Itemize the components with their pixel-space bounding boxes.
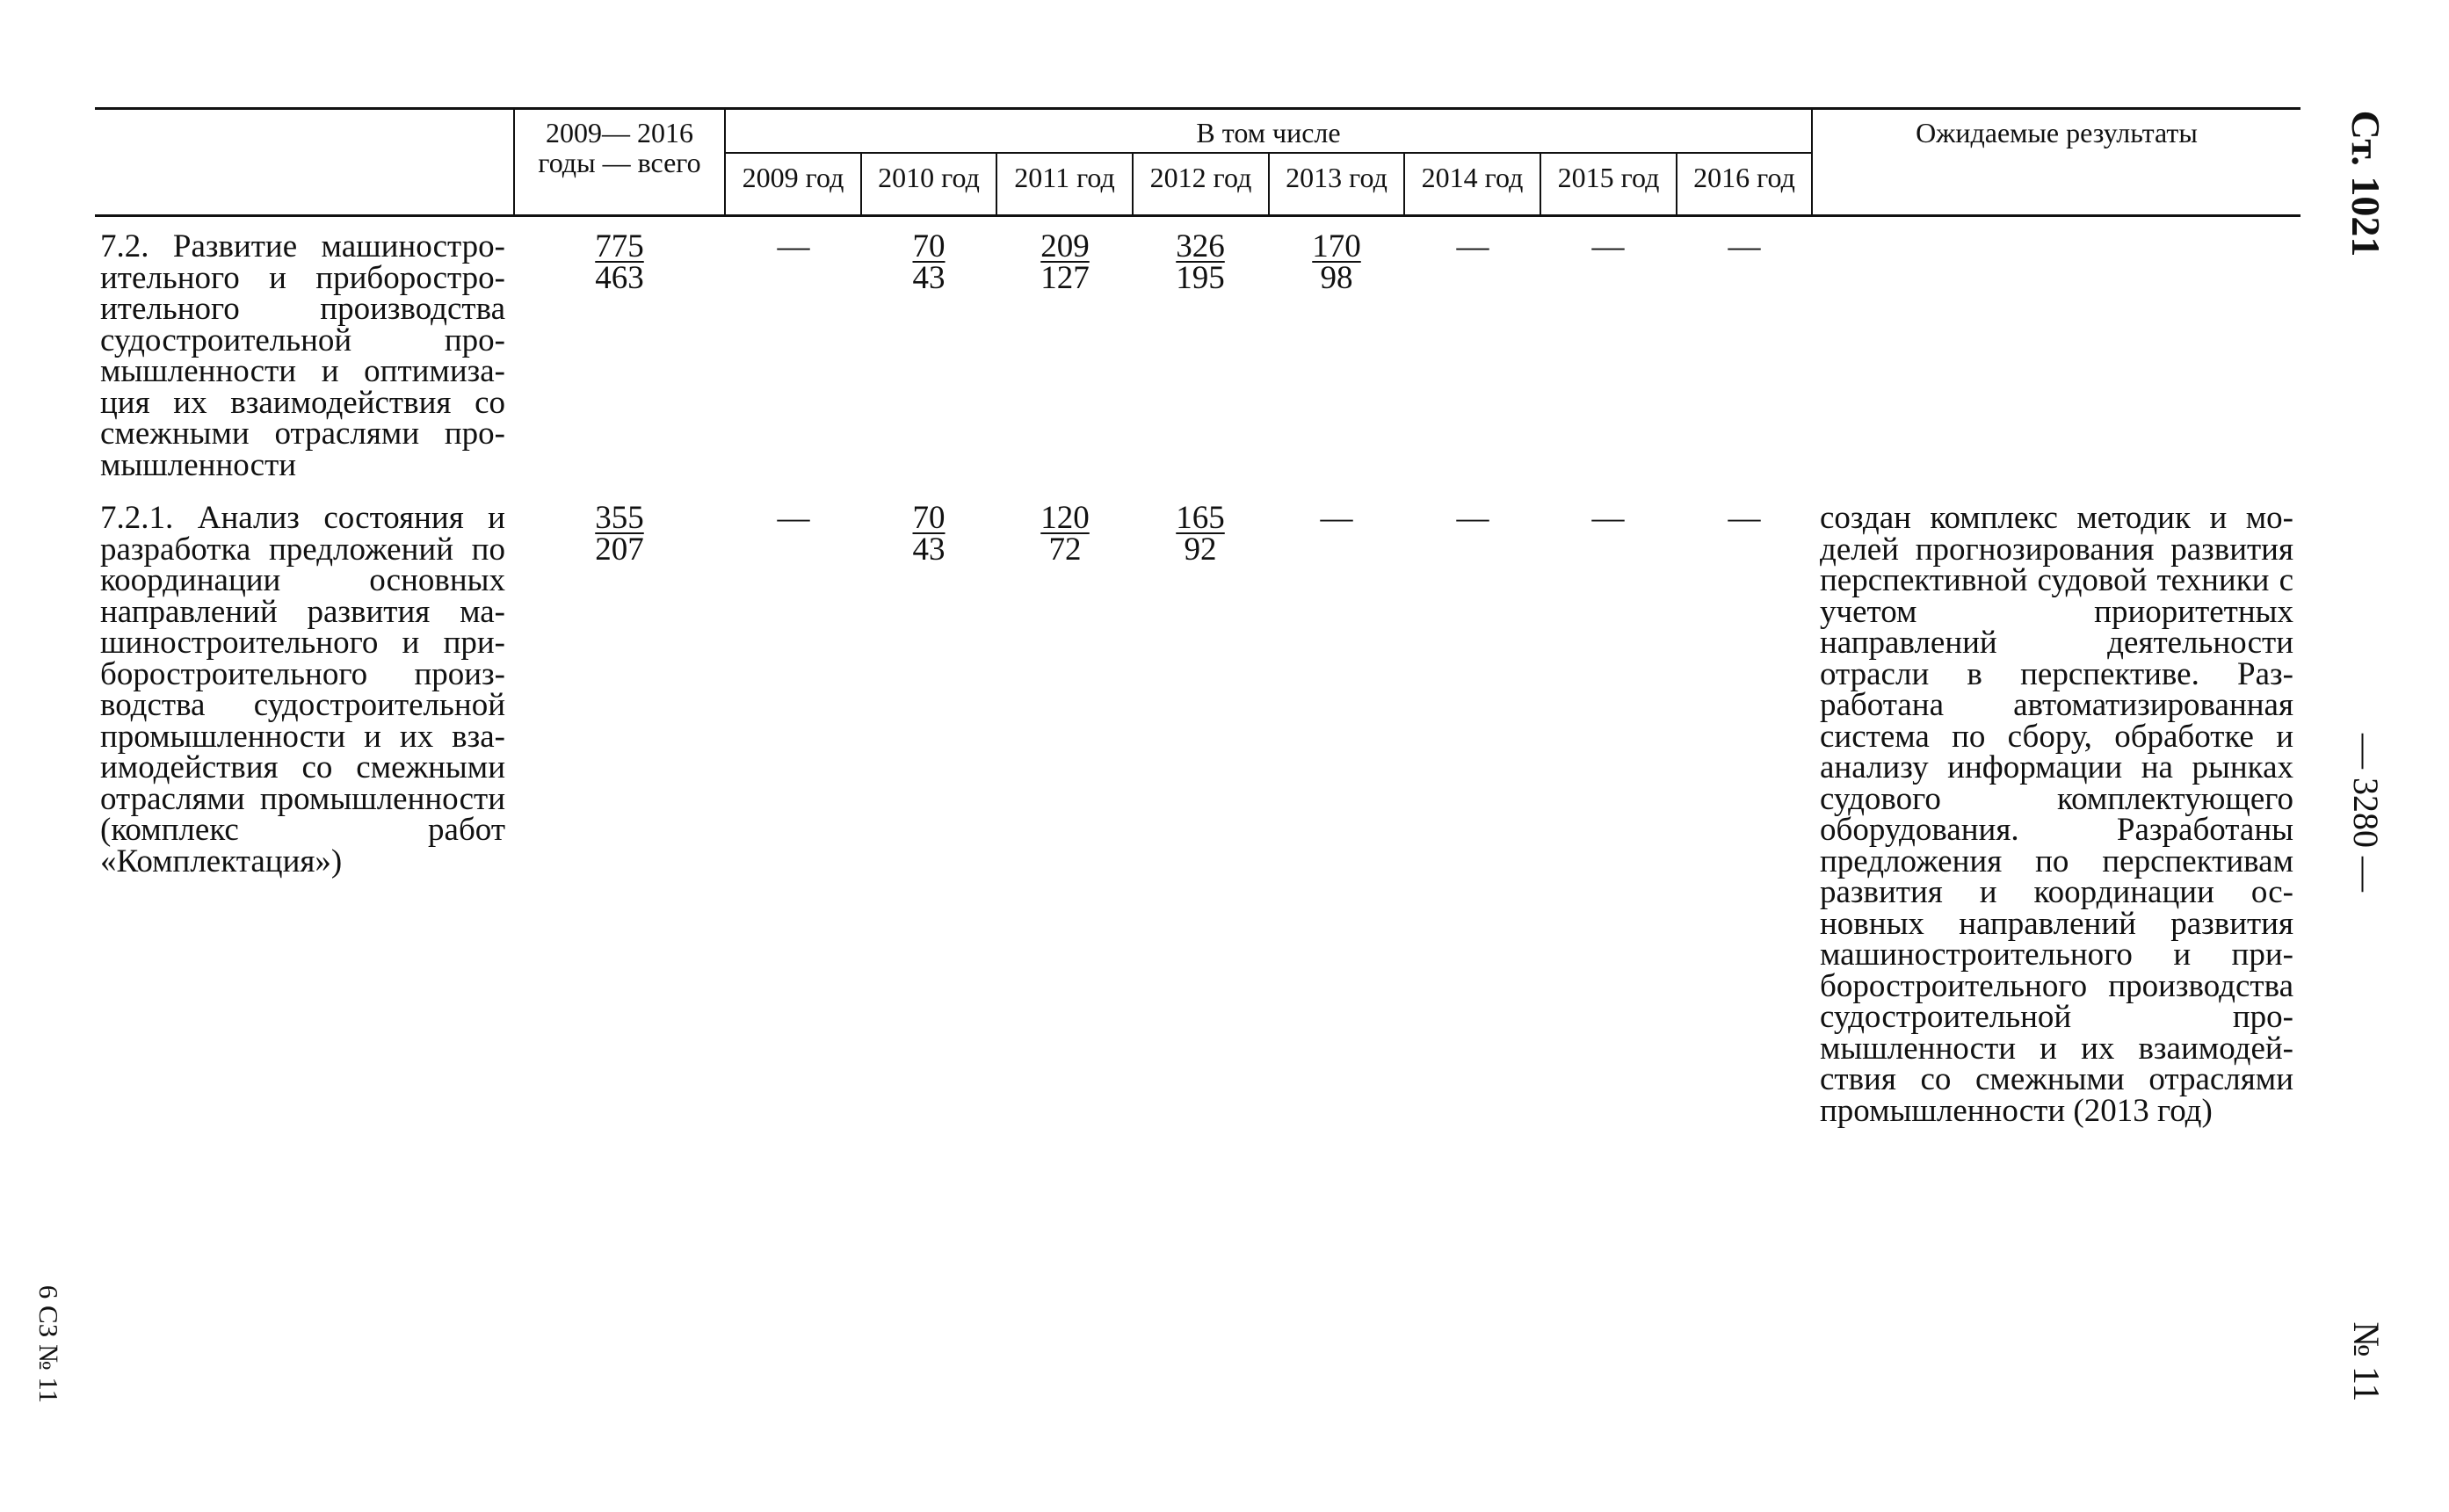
row-7-2-total: [571, 228, 668, 296]
row-7-2-2013-num: 170: [1312, 228, 1361, 264]
header-year-2012: 2012 год: [1149, 162, 1252, 193]
header-year-2011: 2011 год: [1014, 162, 1115, 193]
row-7-2-2011: [1021, 228, 1109, 296]
header-including: В том числе: [1196, 117, 1341, 148]
row-7-2-1-2016: —: [1728, 500, 1761, 536]
row-7-2-1-2011-num: 120: [1040, 500, 1090, 536]
page-section-number: Ст. 1021: [2344, 110, 2388, 257]
row-7-2-1-2009: —: [777, 500, 810, 536]
row-7-2-1-2012-num: 165: [1176, 500, 1225, 536]
row-7-2-name: 7.2. Развитие машиностроительного и приборостроительного производства судостроительной промышленности и оптимизация их взаимодействия со смежными отраслями промышленности: [100, 228, 505, 483]
row-7-2-1-2010-den: 43: [912, 532, 946, 568]
row-7-2-1-2011-den: 72: [1048, 532, 1082, 568]
row-7-2-1-total-den: 207: [595, 532, 644, 568]
row-7-2-2010-den: 43: [912, 260, 946, 296]
row-7-2-2011-num: 209: [1040, 228, 1090, 264]
issue-number: № 11: [2345, 1321, 2386, 1402]
row-7-2-1-2012: [1156, 500, 1244, 568]
row-7-2-2010-num: 70: [912, 228, 946, 264]
table-top-rule: [95, 107, 2300, 110]
row-7-2-1-total-num: 355: [595, 500, 644, 536]
row-7-2-2013-den: 98: [1320, 260, 1353, 296]
row-7-2-2014: —: [1456, 228, 1489, 264]
row-7-2-1-2013: —: [1320, 500, 1353, 536]
row-7-2-2010: [885, 228, 973, 296]
row-7-2-2015: —: [1591, 228, 1625, 264]
row-7-2-2013: [1293, 228, 1380, 296]
row-7-2-2012-den: 195: [1176, 260, 1225, 296]
page-number: — 3280 —: [2346, 734, 2386, 892]
row-7-2-2009: —: [777, 228, 810, 264]
header-year-2014: 2014 год: [1421, 162, 1524, 193]
row-7-2-1-name: 7.2.1. Анализ состояния и разработка предложений по координации основных направлений развития машиностроительного и приборостроительного производства судостроительной промышленности и их взаимодействия со смежными отраслями промышленности (комплекс работ «Комплектация»): [100, 500, 505, 879]
row-7-2-total-num: 775: [595, 228, 644, 264]
header-year-2009: 2009 год: [742, 162, 844, 193]
row-7-2-2016: —: [1728, 228, 1761, 264]
row-7-2-2011-den: 127: [1040, 260, 1090, 296]
header-year-2016: 2016 год: [1693, 162, 1795, 193]
header-year-2010: 2010 год: [878, 162, 980, 193]
header-year-2013: 2013 год: [1286, 162, 1388, 193]
row-7-2-1-result: создан комплекс методик и моделей прогнозирования развития перспективной судовой техники с учетом приоритетных направлений деятельности отрасли в перспективе. Разработана автоматизированная система по сбору, обработке и анализу информации на рынках судового комплектующего оборудования. Разработаны предложения по перспективам развития и координации основных направлений развития машиностроительного и приборостроительного производства судостроительной промышленности и их взаимодействия со смежными отраслями промышленности (2013 год): [1820, 500, 2293, 1129]
row-7-2-1-2010: [885, 500, 973, 568]
header-total: 2009— 2016 годы — всего: [538, 117, 701, 178]
row-7-2-1-2011: [1021, 500, 1109, 568]
row-7-2-total-den: 463: [595, 260, 644, 296]
row-7-2-1-2014: —: [1456, 500, 1489, 536]
row-7-2-2012: [1156, 228, 1244, 296]
row-7-2-1-2015: —: [1591, 500, 1625, 536]
header-results: Ожидаемые результаты: [1916, 117, 2198, 148]
row-7-2-1-2010-num: 70: [912, 500, 946, 536]
row-7-2-1-total: [571, 500, 668, 568]
row-7-2-1-2012-den: 92: [1184, 532, 1217, 568]
header-year-2015: 2015 год: [1557, 162, 1660, 193]
col-sep-name: [513, 107, 515, 216]
row-7-2-2012-num: 326: [1176, 228, 1225, 264]
table-header-bottom-rule: [95, 214, 2300, 217]
footer-signature: 6 СЗ № 11: [33, 1284, 64, 1404]
